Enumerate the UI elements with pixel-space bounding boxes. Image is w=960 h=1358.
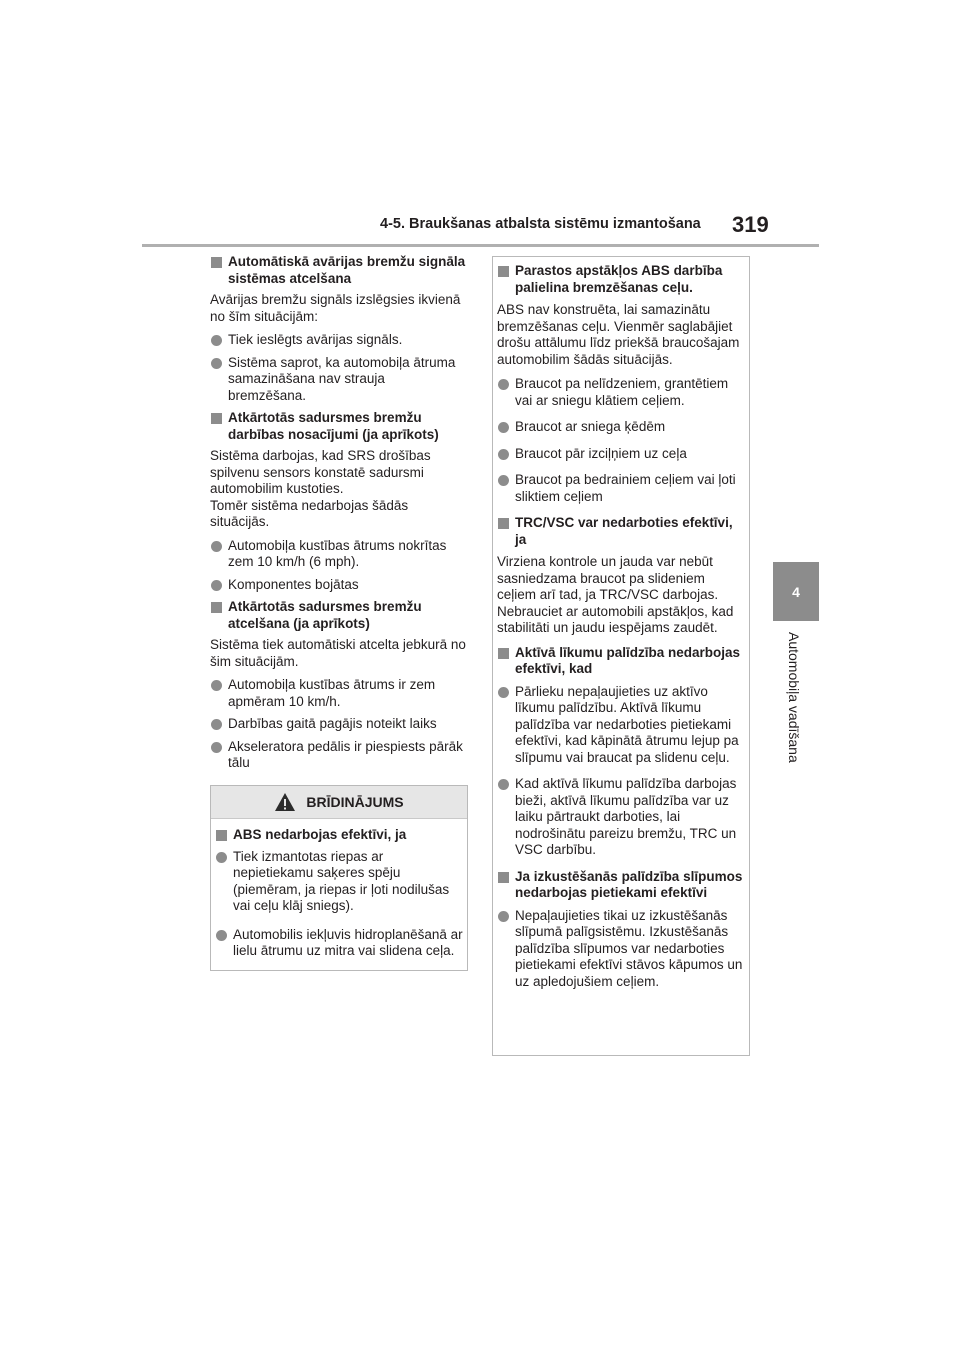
chapter-tab-number: 4 [792,583,800,600]
chapter-tab [773,562,819,621]
paragraph: Avārijas bremžu signāls izslēgsies ikvienā no šīm situācijām: [210,292,461,324]
bullet-item: Sistēma saprot, ka automobiļa ātruma samazināšana nav strauja bremzēšana. [210,355,466,405]
bullet-item: Pārlieku nepaļaujieties uz aktīvo līkumu palīdzību. Aktīvā līkumu palīdzība var nedarboties pietiekami efektīvi, kad kāpinātā ātrumu lejup pa slīpumu vai braucat pa slidenu ceļu. [497,684,745,767]
section-heading: ABS nedarbojas efektīvi, ja [215,827,463,844]
chapter-title: 4-5. Braukšanas atbalsta sistēmu izmantošana [380,216,701,232]
chapter-side-label: Automobiļa vadīšana [786,632,802,763]
bullet-item: Darbības gaitā pagājis noteikt laiks [210,716,466,733]
bullet-item: Braucot pār izciļņiem uz ceļa [497,446,745,463]
bullet-item: Automobiļa kustības ātrums nokrītas zem 10 km/h (6 mph). [210,538,466,571]
bullet-item: Automobilis iekļuvis hidroplanēšanā ar lielu ātrumu uz mitra vai slidena ceļa. [215,927,463,960]
page-number: 319 [732,212,769,237]
warning-icon [274,792,296,812]
bullet-item: Braucot ar sniega ķēdēm [497,419,745,436]
warning-body [211,819,467,960]
warning-box [210,785,468,971]
section-heading: Aktīvā līkumu palīdzība nedarbojas efektīvi, kad [497,645,745,678]
bullet-item: Automobiļa kustības ātrums ir zem apmēram 10 km/h. [210,677,466,710]
bullet-item: Tiek izmantotas riepas ar nepietiekamu saķeres spēju (piemēram, ja riepas ir ļoti nodilušas vai ceļu klāj sniegs). [215,849,463,915]
bullet-item: Tiek ieslēgts avārijas signāls. [210,332,466,349]
bullet-item: Komponentes bojātas [210,577,466,594]
paragraph: Tomēr sistēma nedarbojas šādās situācijās. [210,497,409,529]
bullet-item: Akseleratora pedālis ir piespiests pārāk tālu [210,739,466,772]
paragraph: Sistēma darbojas, kad SRS drošības spilvenu sensors konstatē sadursmi automobilim kustoties. [210,448,431,496]
bullet-item: Braucot pa bedrainiem ceļiem vai ļoti sliktiem ceļiem [497,472,745,505]
section-heading: TRC/VSC var nedarboties efektīvi, ja [497,515,745,548]
section-heading: Ja izkustēšanās palīdzība slīpumos nedarbojas pietiekami efektīvi [497,869,745,902]
warning-header [211,786,467,819]
paragraph: ABS nav konstruēta, lai samazinātu bremzēšanas ceļu. Vienmēr saglabājiet drošu attālumu līdz priekšā braucošajam automobilim šādās situācijās. [497,302,740,367]
section-heading: Atkārtotās sadursmes bremžu darbības nosacījumi (ja aprīkots) [210,410,466,443]
section-heading: Automātiskā avārijas bremžu signāla sistēmas atcelšana [210,254,466,287]
right-caution-box [492,256,750,1056]
bullet-item: Braucot pa nelīdzeniem, grantētiem vai ar sniegu klātiem ceļiem. [497,376,745,409]
paragraph: Sistēma tiek automātiski atcelta jebkurā no šim situācijām. [210,637,466,669]
bullet-item: Nepaļaujieties tikai uz izkustēšanās slīpumā palīgsistēmu. Izkustēšanās palīdzība slīpumos var nedarboties pietiekami efektīvi stāvos kāpumos un uz apledojušiem ceļiem. [497,908,745,991]
section-heading: Parastos apstākļos ABS darbība palielina bremzēšanas ceļu. [497,263,745,296]
section-heading: Atkārtotās sadursmes bremžu atcelšana (ja aprīkots) [210,599,466,632]
bullet-item: Kad aktīvā līkumu palīdzība darbojas bieži, aktīvā līkumu palīdzība var uz laiku pārtraukt darboties, lai nodrošinātu pareizu bremžu, TRC un VSC darbību. [497,776,745,859]
header-rule [142,244,819,247]
left-column [210,254,466,778]
paragraph: Virziena kontrole un jauda var nebūt sasniedzama braucot pa slideniem ceļiem arī tad, ja TRC/VSC darbojas. Nebrauciet ar automobili apstākļos, kad stabilitāti un jaudu iespējams zaudēt. [497,554,734,635]
warning-title: BRĪDINĀJUMS [306,794,404,810]
